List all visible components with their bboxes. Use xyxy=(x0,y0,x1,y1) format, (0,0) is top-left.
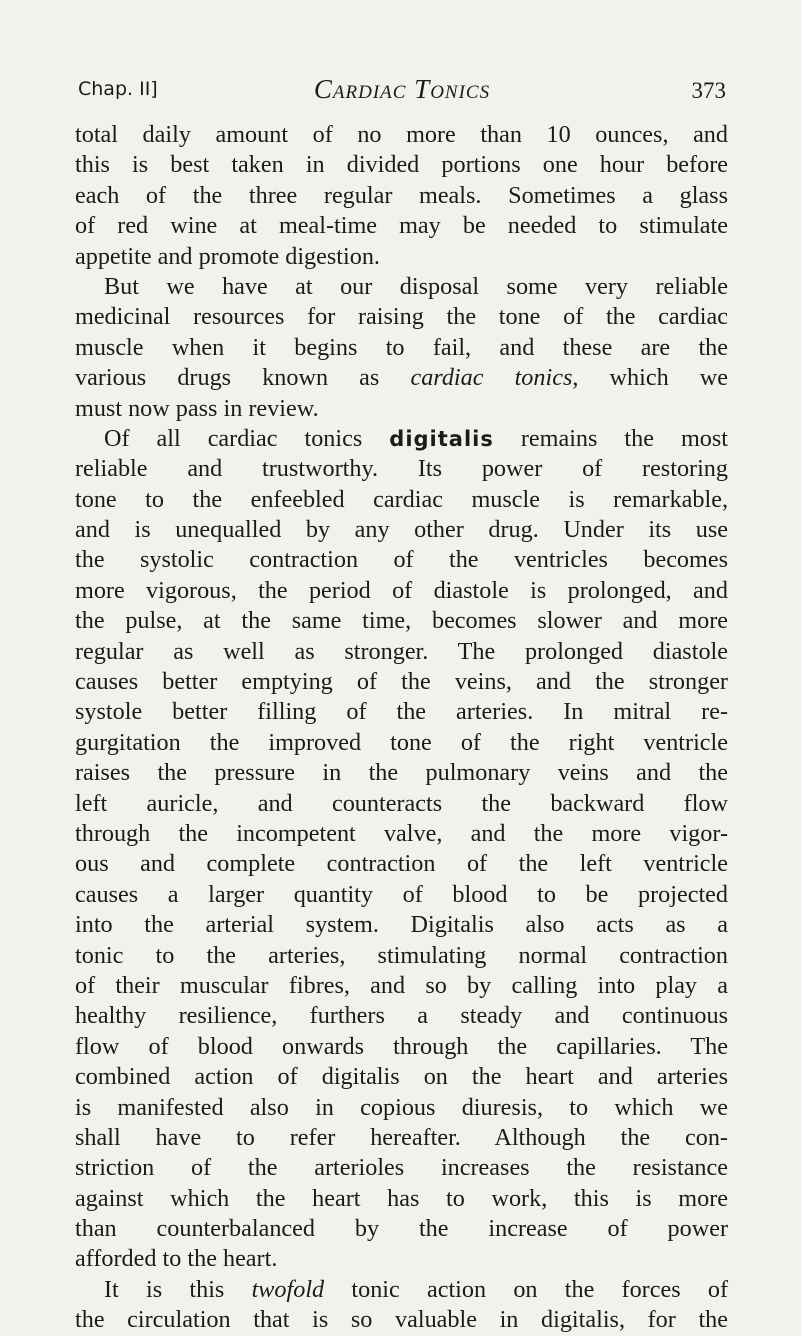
text-line: tonic to the arteries, stimulating normal contraction xyxy=(75,941,728,969)
text-line: causes better emptying of the veins, and the stronger xyxy=(75,668,728,696)
text-line: than counterbalanced by the increase of power xyxy=(75,1215,728,1243)
text-line: against which the heart has to work, this is more xyxy=(75,1184,728,1212)
text-segment: tonic action on the forces of xyxy=(324,1275,729,1303)
running-header xyxy=(78,76,726,110)
text-line: raises the pressure in the pulmonary veins and the xyxy=(75,759,728,787)
text-line: into the arterial system. Digitalis also acts as a xyxy=(75,911,728,939)
text-line: the pulse, at the same time, becomes slower and more xyxy=(75,607,728,635)
text-line: causes a larger quantity of blood to be projected xyxy=(75,880,728,908)
text-line xyxy=(75,363,728,393)
text-line xyxy=(75,424,728,454)
text-line: muscle when it begins to fail, and these are the xyxy=(75,333,728,361)
text-line: of their muscular fibres, and so by calling into play a xyxy=(75,971,728,999)
text-line: But we have at our disposal some very reliable xyxy=(104,272,728,300)
text-line: must now pass in review. xyxy=(75,394,319,422)
text-line: the systolic contraction of the ventricles becomes xyxy=(75,546,728,574)
text-line: and is unequalled by any other drug. Under its use xyxy=(75,516,728,544)
body-text xyxy=(75,120,728,1336)
text-line: tone to the enfeebled cardiac muscle is remarkable, xyxy=(75,485,728,513)
text-line: the circulation that is so valuable in digitalis, for the xyxy=(75,1306,728,1334)
text-line xyxy=(75,1275,728,1305)
text-line: total daily amount of no more than 10 ounces, and xyxy=(75,121,728,148)
text-line: more vigorous, the period of diastole is prolonged, and xyxy=(75,576,728,604)
bold-term: digitalis xyxy=(389,426,494,451)
text-segment: , which we xyxy=(572,364,728,392)
text-line: medicinal resources for raising the tone of the cardiac xyxy=(75,303,728,331)
page-number: 373 xyxy=(691,78,726,103)
text-line: this is best taken in divided portions one hour before xyxy=(75,151,728,179)
text-segment: various drugs known as xyxy=(75,364,411,392)
text-line: systole better filling of the arteries. In mitral re- xyxy=(75,698,728,726)
text-line: combined action of digitalis on the heart and arteries xyxy=(75,1063,728,1091)
text-line: gurgitation the improved tone of the right ventricle xyxy=(75,728,728,756)
text-line: reliable and trustworthy. Its power of restoring xyxy=(75,455,728,483)
text-line: appetite and promote digestion. xyxy=(75,242,380,270)
text-line: is manifested also in copious diuresis, to which we xyxy=(75,1093,728,1121)
text-segment: It is this xyxy=(104,1275,252,1303)
text-line: each of the three regular meals. Sometimes a glass xyxy=(75,181,728,209)
text-line: flow of blood onwards through the capillaries. The xyxy=(75,1032,728,1060)
emphasis-text: cardiac tonics xyxy=(410,364,573,392)
chapter-label: Chap. II] xyxy=(78,78,158,100)
text-line: shall have to refer hereafter. Although the con- xyxy=(75,1123,728,1151)
text-line: ous and complete contraction of the left ventricle xyxy=(75,850,728,878)
text-line: healthy resilience, furthers a steady and continuous xyxy=(75,1002,728,1030)
text-line: afforded to the heart. xyxy=(75,1245,278,1273)
text-line: through the incompetent valve, and the more vigor- xyxy=(75,819,728,847)
text-segment: remains the most xyxy=(493,424,729,452)
running-title: Cardiac Tonics xyxy=(313,74,491,104)
text-line: of red wine at meal-time may be needed to stimulate xyxy=(75,212,728,240)
emphasis-text: twofold xyxy=(251,1275,325,1303)
text-line: left auricle, and counteracts the backward flow xyxy=(75,789,728,817)
text-line: regular as well as stronger. The prolonged diastole xyxy=(75,637,728,665)
text-line: striction of the arterioles increases the resistance xyxy=(75,1154,728,1182)
text-segment: Of all cardiac tonics xyxy=(104,424,390,452)
